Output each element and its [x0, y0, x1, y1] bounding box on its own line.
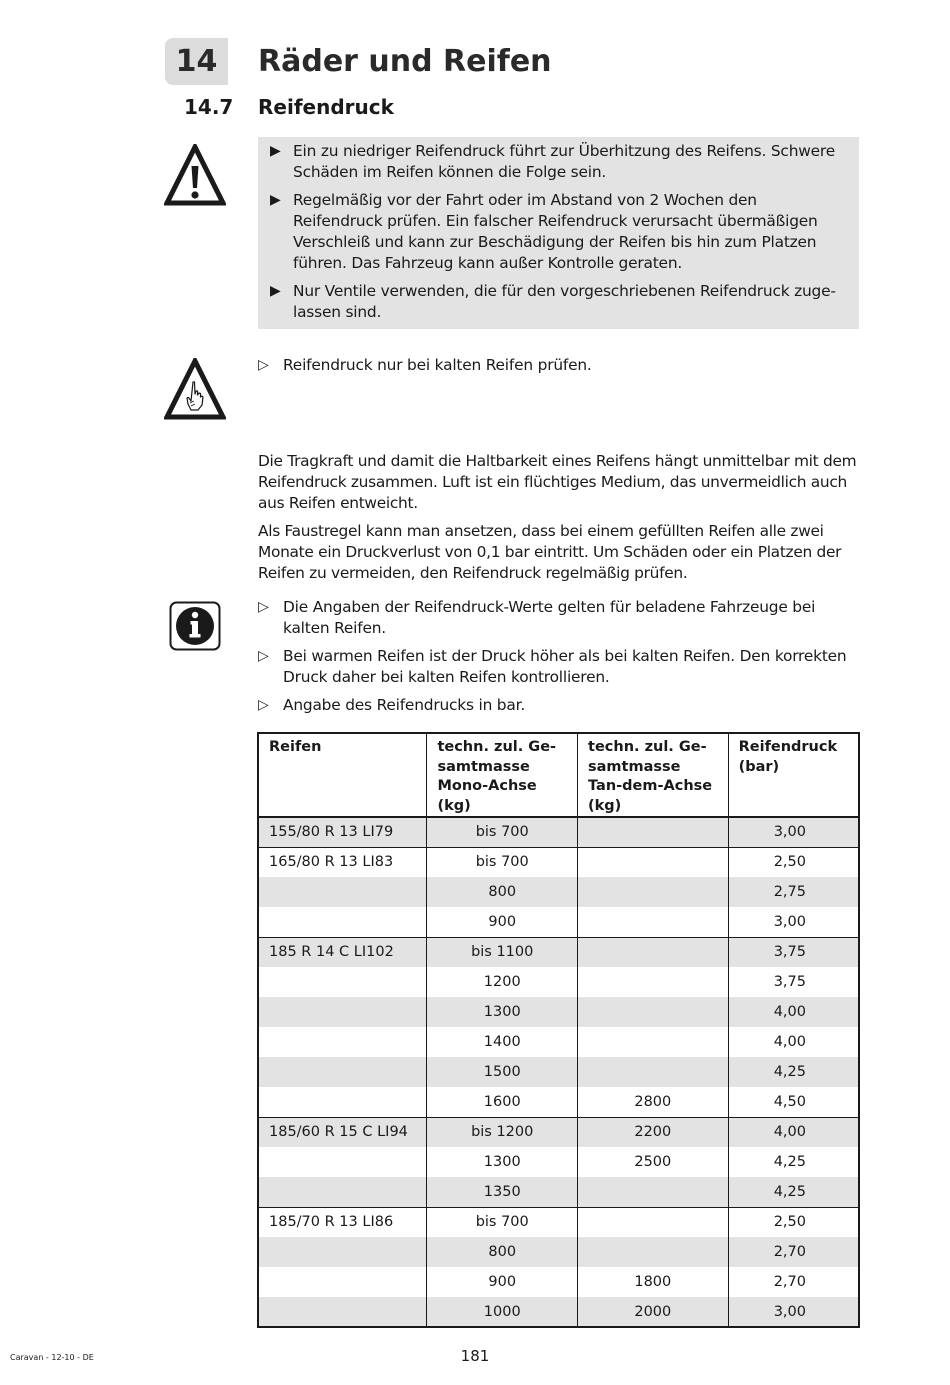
info-item: ▷ Bei warmen Reifen ist der Druck höher als bei kalten Reifen. Den korrekten Druck daher bei kalten Reifen kontrollieren.: [258, 647, 847, 686]
table-cell: [258, 877, 427, 907]
table-row: [258, 847, 859, 877]
table-cell: 3,00: [728, 1297, 859, 1327]
section-number: 14.7: [184, 95, 234, 119]
info-item: ▷ Angabe des Reifendrucks in bar.: [258, 696, 526, 714]
chapter-title: Räder und Reifen: [258, 44, 552, 79]
table-cell: 1200: [427, 967, 578, 997]
hollow-triangle-icon: ▷: [258, 357, 269, 373]
table-cell: 3,75: [728, 937, 859, 967]
table-cell: [578, 1177, 729, 1207]
table-cell: 185 R 14 C LI102: [258, 937, 427, 967]
table-cell: 2,70: [773, 1274, 806, 1290]
table-cell: [578, 967, 729, 997]
table-row: [258, 1117, 859, 1147]
table-cell: 3,75: [773, 974, 806, 990]
page-number: 181: [460, 1347, 490, 1365]
tire-pressure-table: [257, 732, 860, 1328]
table-cell: 2,70: [728, 1237, 859, 1267]
table-cell: 2800: [578, 1087, 729, 1117]
table-cell: [258, 967, 427, 997]
hand-triangle-icon: [164, 358, 226, 420]
table-cell: [258, 1057, 427, 1087]
table-cell: 4,25: [773, 1154, 806, 1170]
hollow-triangle-icon: ▷: [258, 697, 269, 713]
table-cell: 2200: [578, 1117, 729, 1147]
section-title: Reifendruck: [258, 95, 394, 119]
table-row: [258, 967, 859, 997]
column-header: Reifen: [258, 733, 427, 817]
chapter-number: 14: [165, 38, 228, 85]
table-cell: [578, 1207, 729, 1237]
hollow-triangle-icon: ▷: [258, 599, 269, 615]
table-cell: 4,00: [728, 1117, 859, 1147]
table-cell: 1600: [427, 1087, 578, 1117]
table-cell: [578, 997, 729, 1027]
table-cell: 3,00: [773, 913, 806, 930]
warning-item: ▶ Nur Ventile verwenden, die für den vorgeschriebenen Reifendruck zuge-lassen sind.: [270, 282, 836, 321]
table-row: [258, 877, 859, 907]
table-cell: 1400: [427, 1027, 578, 1057]
info-icon: [169, 601, 221, 651]
bullet-icon: ▶: [270, 192, 281, 208]
table-cell: bis 700: [427, 817, 578, 847]
table-cell: 165/80 R 13 LI83: [258, 847, 427, 877]
table-cell: 4,25: [728, 1177, 859, 1207]
table-cell: 155/80 R 13 LI79: [258, 817, 427, 847]
table-cell: [578, 847, 729, 877]
column-header: Reifendruck (bar): [728, 733, 859, 817]
bullet-icon: ▶: [270, 283, 281, 299]
table-cell: 2,50: [728, 847, 859, 877]
table-cell: 800: [427, 877, 578, 907]
column-header: techn. zul. Ge-samtmasse Mono-Achse (kg): [427, 733, 578, 817]
table-cell: [258, 1297, 427, 1327]
table-cell: bis 700: [427, 1207, 578, 1237]
table-cell: bis 1200: [427, 1117, 578, 1147]
table-cell: [578, 1237, 729, 1267]
hollow-triangle-icon: ▷: [258, 648, 269, 664]
table-cell: 4,00: [773, 1034, 806, 1050]
warning-item: ▶ Regelmäßig vor der Fahrt oder im Abstand von 2 Wochen den Reifendruck prüfen. Ein falscher Reifendruck verursacht übermäßigen Verschleiß und kann zur Beschädigung der Reifen bis hin zum Platzen führen. Das Fahrzeug kann außer Kontrolle geraten.: [270, 191, 818, 272]
column-header: techn. zul. Ge-samtmasse Tan-dem-Achse (kg): [578, 733, 729, 817]
table-cell: [258, 1087, 427, 1117]
info-item: ▷ Die Angaben der Reifendruck-Werte gelten für beladene Fahrzeuge bei kalten Reifen.: [258, 598, 816, 637]
table-cell: [578, 907, 729, 937]
table-cell: 1500: [427, 1057, 578, 1087]
table-cell: [578, 937, 729, 967]
hint-item: ▷ Reifendruck nur bei kalten Reifen prüfen.: [258, 356, 592, 374]
table-cell: 1000: [427, 1297, 578, 1327]
table-row: [258, 1147, 859, 1177]
table-row: [258, 937, 859, 967]
table-cell: [258, 1267, 427, 1297]
paragraph: Die Tragkraft und damit die Haltbarkeit eines Reifens hängt unmittelbar mit dem Reifendruck zusammen. Luft ist ein flüchtiges Medium, das unvermeidlich auch aus Reifen entweicht.: [258, 452, 857, 512]
table-row: [258, 1207, 859, 1237]
table-cell: 3,00: [728, 817, 859, 847]
table-cell: 900: [427, 1267, 578, 1297]
table-cell: 4,25: [728, 1057, 859, 1087]
table-row: [258, 1177, 859, 1207]
table-cell: 1800: [578, 1267, 729, 1297]
table-cell: [578, 1027, 729, 1057]
table-cell: 2500: [578, 1147, 729, 1177]
table-cell: 4,50: [773, 1093, 806, 1110]
table-row: [258, 1027, 859, 1057]
bullet-icon: ▶: [270, 143, 281, 159]
table-cell: 1300: [427, 1147, 578, 1177]
table-cell: [578, 817, 729, 847]
document-id: Caravan - 12-10 - DE: [10, 1353, 94, 1362]
table-cell: [258, 907, 427, 937]
table-row: [258, 817, 859, 847]
table-row: [258, 997, 859, 1027]
table-cell: [578, 877, 729, 907]
table-cell: [258, 1027, 427, 1057]
table-row: [258, 1087, 859, 1117]
warning-item: ▶ Ein zu niedriger Reifendruck führt zur Überhitzung des Reifens. Schwere Schäden im Reifen können die Folge sein.: [270, 142, 835, 181]
table-cell: [578, 1057, 729, 1087]
table-cell: [258, 1237, 427, 1267]
table-cell: 900: [427, 907, 578, 937]
table-header-row: [258, 733, 859, 817]
table-cell: bis 700: [427, 847, 578, 877]
table-cell: 1300: [427, 997, 578, 1027]
table-cell: 2,50: [728, 1207, 859, 1237]
table-cell: 1350: [427, 1177, 578, 1207]
table-cell: bis 1100: [427, 937, 578, 967]
table-cell: [258, 1177, 427, 1207]
table-cell: 2,75: [728, 877, 859, 907]
table-cell: 185/60 R 15 C LI94: [258, 1117, 427, 1147]
warning-triangle-icon: [164, 144, 226, 206]
table-cell: 185/70 R 13 LI86: [258, 1207, 427, 1237]
table-cell: 4,00: [728, 997, 859, 1027]
paragraph: Als Faustregel kann man ansetzen, dass bei einem gefüllten Reifen alle zwei Monate ein Druckverlust von 0,1 bar eintritt. Um Schäden oder ein Platzen der Reifen zu vermeiden, den Reifendruck regelmäßig prüfen.: [258, 522, 842, 582]
warning-box: [258, 137, 859, 329]
table-cell: 2000: [578, 1297, 729, 1327]
table-row: [258, 1237, 859, 1267]
table-row: [258, 907, 859, 937]
table-cell: [258, 997, 427, 1027]
table-cell: [258, 1147, 427, 1177]
table-row: [258, 1267, 859, 1297]
table-row: [258, 1057, 859, 1087]
table-row: [258, 1297, 859, 1327]
table-cell: 800: [427, 1237, 578, 1267]
